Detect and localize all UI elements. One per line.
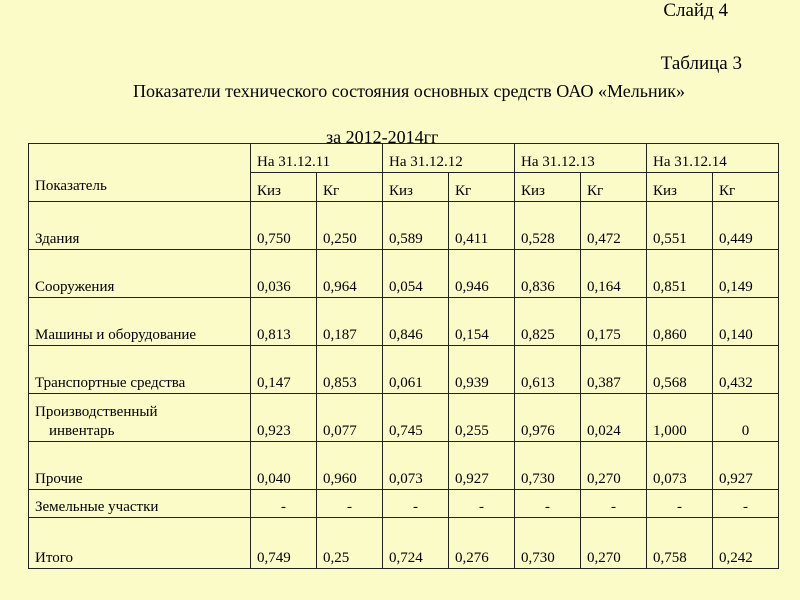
value-cell: 0,073 (647, 442, 713, 490)
row-name: Транспортные средства (29, 346, 251, 394)
value-cell: 0,175 (581, 298, 647, 346)
value-cell: 0,758 (647, 518, 713, 569)
metric-header: Киз (251, 173, 317, 202)
value-cell: 0,923 (251, 394, 317, 442)
metric-header: Киз (383, 173, 449, 202)
row-name: Здания (29, 202, 251, 250)
row-name-line1: Производственный (35, 404, 158, 420)
value-cell: 0,927 (713, 442, 779, 490)
value-cell: 0,472 (581, 202, 647, 250)
row-header-cell (29, 144, 251, 202)
value-cell: 0,432 (713, 346, 779, 394)
value-cell: 0,077 (317, 394, 383, 442)
value-cell: 0,927 (449, 442, 515, 490)
value-cell: 0,149 (713, 250, 779, 298)
value-cell: - (383, 490, 449, 518)
period-header: На 31.12.13 (515, 144, 647, 173)
value-cell: 0,140 (713, 298, 779, 346)
table-row (29, 298, 779, 346)
value-cell: 0,054 (383, 250, 449, 298)
period-header: На 31.12.14 (647, 144, 779, 173)
value-cell: 0,250 (317, 202, 383, 250)
value-cell: 0,040 (251, 442, 317, 490)
value-cell: 0,147 (251, 346, 317, 394)
value-cell: 0,589 (383, 202, 449, 250)
value-cell: 0,813 (251, 298, 317, 346)
row-name: Машины и оборудование (29, 298, 251, 346)
value-cell: - (647, 490, 713, 518)
metric-header: Кг (317, 173, 383, 202)
row-name-line2: инвентарь (49, 423, 115, 439)
value-cell: 0,270 (581, 442, 647, 490)
metric-header: Кг (449, 173, 515, 202)
value-cell: 0,024 (581, 394, 647, 442)
value-cell: - (449, 490, 515, 518)
table-row-total (29, 518, 779, 569)
table-row (29, 202, 779, 250)
value-cell: 0,613 (515, 346, 581, 394)
value-cell: 0,25 (317, 518, 383, 569)
value-cell: 0 (713, 394, 779, 442)
value-cell: 0,449 (713, 202, 779, 250)
row-name: Итого (29, 518, 251, 569)
table-title-text: Показатели технического состояния основных средств ОАО «Мельник» (133, 81, 685, 101)
value-cell: 1,000 (647, 394, 713, 442)
metric-header: Кг (581, 173, 647, 202)
value-cell: - (581, 490, 647, 518)
table-title (0, 80, 800, 102)
value-cell: 0,730 (515, 518, 581, 569)
value-cell: 0,749 (251, 518, 317, 569)
value-cell: 0,976 (515, 394, 581, 442)
value-cell: 0,411 (449, 202, 515, 250)
value-cell: 0,730 (515, 442, 581, 490)
period-header: На 31.12.12 (383, 144, 515, 173)
value-cell: 0,073 (383, 442, 449, 490)
value-cell: 0,528 (515, 202, 581, 250)
value-cell: 0,255 (449, 394, 515, 442)
value-cell: 0,964 (317, 250, 383, 298)
value-cell: 0,825 (515, 298, 581, 346)
value-cell: 0,750 (251, 202, 317, 250)
metric-header: Кг (713, 173, 779, 202)
row-name: Сооружения (29, 250, 251, 298)
slide-number: Слайд 4 (663, 0, 728, 21)
header-row-periods (29, 144, 779, 173)
value-cell: 0,242 (713, 518, 779, 569)
value-cell: 0,551 (647, 202, 713, 250)
value-cell: - (317, 490, 383, 518)
value-cell: 0,745 (383, 394, 449, 442)
value-cell: 0,270 (581, 518, 647, 569)
value-cell: 0,276 (449, 518, 515, 569)
value-cell: 0,860 (647, 298, 713, 346)
value-cell: 0,387 (581, 346, 647, 394)
indicators-table (28, 143, 779, 569)
value-cell: 0,836 (515, 250, 581, 298)
value-cell: 0,960 (317, 442, 383, 490)
value-cell: 0,939 (449, 346, 515, 394)
metric-header: Киз (515, 173, 581, 202)
value-cell: 0,853 (317, 346, 383, 394)
table-row (29, 490, 779, 518)
period-header: На 31.12.11 (251, 144, 383, 173)
table-number: Таблица 3 (660, 53, 742, 74)
value-cell: - (713, 490, 779, 518)
value-cell: 0,154 (449, 298, 515, 346)
metric-header: Киз (647, 173, 713, 202)
value-cell: 0,851 (647, 250, 713, 298)
table-row (29, 442, 779, 490)
value-cell: 0,568 (647, 346, 713, 394)
table-row (29, 394, 779, 442)
table-row (29, 346, 779, 394)
table-subtitle: за 2012-2014гг (326, 127, 439, 147)
value-cell: 0,061 (383, 346, 449, 394)
row-name: Земельные участки (29, 490, 251, 518)
value-cell: 0,187 (317, 298, 383, 346)
value-cell: - (515, 490, 581, 518)
value-cell: 0,036 (251, 250, 317, 298)
value-cell: 0,846 (383, 298, 449, 346)
table-row (29, 250, 779, 298)
value-cell: 0,724 (383, 518, 449, 569)
row-header-label: Показатель (35, 178, 107, 194)
row-name (29, 394, 251, 442)
value-cell: 0,164 (581, 250, 647, 298)
row-name: Прочие (29, 442, 251, 490)
value-cell: 0,946 (449, 250, 515, 298)
value-cell: - (251, 490, 317, 518)
